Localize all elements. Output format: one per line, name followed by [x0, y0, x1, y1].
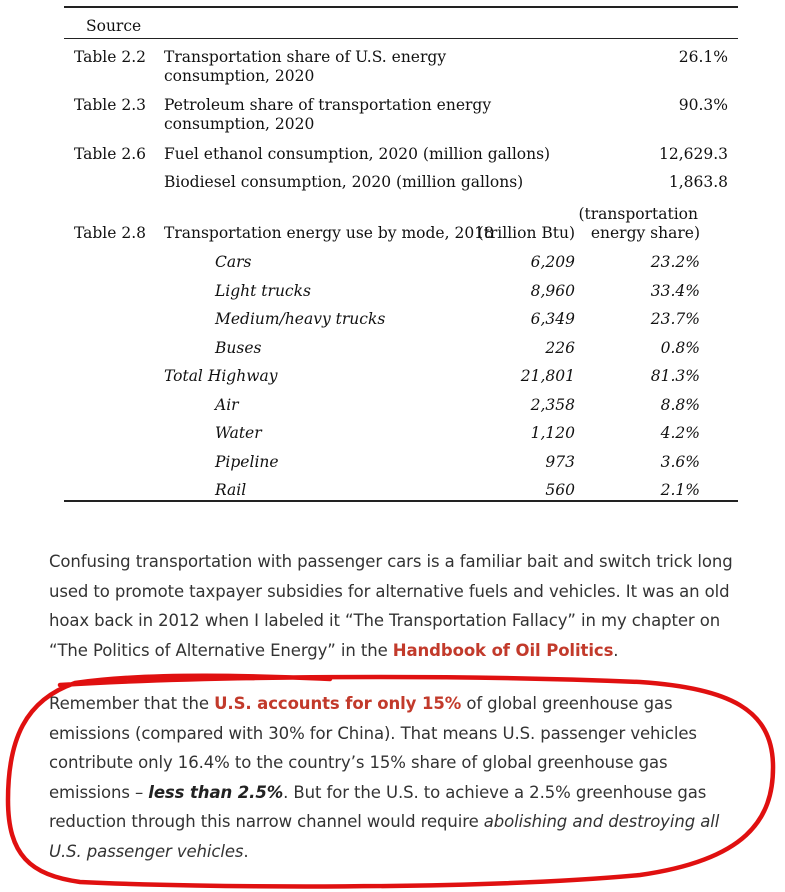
mode-btu-value: 6,209	[530, 253, 575, 271]
share-column-header: (transportation	[578, 205, 698, 223]
share-column-header-cont: energy share)	[590, 224, 700, 242]
mode-share-value: 81.3%	[650, 367, 700, 385]
paragraph-text: .	[613, 640, 619, 660]
mode-label: Rail	[215, 481, 247, 499]
mode-btu-value: 21,801	[520, 367, 575, 385]
mode-share-value: 2.1%	[660, 481, 700, 499]
mode-btu-value: 1,120	[530, 424, 575, 442]
paragraph-text: . But for the U.S. to achieve a 2.5% greenhouse gas reduction through this narrow channel would require	[49, 782, 707, 831]
row-description-cont: consumption, 2020	[164, 67, 315, 85]
mode-label: Light trucks	[215, 281, 311, 300]
row-description: Petroleum share of transportation energy	[164, 96, 492, 114]
paragraph-text: Remember that the	[49, 694, 215, 713]
row-value: 1,863.8	[668, 173, 728, 191]
row-description: Transportation share of U.S. energy	[164, 48, 447, 66]
mode-share-value: 33.4%	[650, 281, 700, 300]
mode-label: Air	[215, 395, 239, 414]
paragraph-emissions	[49, 689, 749, 866]
mode-share-value: 23.7%	[650, 310, 700, 328]
energy-data-table	[64, 6, 738, 502]
source-label: Table 2.3	[74, 96, 147, 114]
mode-label: Water	[215, 424, 262, 442]
row-description: Biodiesel consumption, 2020 (million gallons)	[164, 173, 524, 191]
row-value: 26.1%	[678, 48, 728, 66]
paragraph-text: Confusing transportation with passenger cars is a familiar bait and switch trick long used to promote taxpayer subsidies for alternative fuels and vehicles. It was an old hoax back in 2012 when I labeled it “The Transportation Fallacy” in my chapter on “The Politics of Alternative Energy” in the	[49, 552, 733, 660]
btu-column-header: (trillion Btu)	[477, 224, 575, 242]
source-label: Table 2.8	[74, 224, 147, 242]
mode-btu-value: 973	[545, 452, 575, 471]
source-header: Source	[86, 17, 142, 35]
mode-label: Medium/heavy trucks	[215, 310, 386, 328]
mode-btu-value: 6,349	[530, 310, 575, 328]
mode-label: Total Highway	[164, 367, 278, 385]
emphasis-abolishing: abolishing and destroying all U.S. passenger vehicles	[49, 812, 720, 861]
mode-share-value: 23.2%	[650, 253, 700, 271]
row-value: 12,629.3	[658, 145, 728, 163]
header-divider	[64, 38, 738, 39]
paragraph-text: .	[243, 841, 249, 861]
mode-label: Pipeline	[215, 452, 279, 471]
mode-share-value: 3.6%	[660, 452, 700, 471]
mode-share-value: 4.2%	[660, 424, 700, 442]
mode-share-value: 0.8%	[660, 338, 700, 357]
row-description: Fuel ethanol consumption, 2020 (million gallons)	[164, 145, 551, 163]
paragraph-transportation-fallacy	[49, 547, 749, 665]
mode-btu-value: 560	[545, 481, 575, 499]
mode-btu-value: 226	[545, 338, 575, 357]
source-label: Table 2.6	[74, 145, 147, 163]
us-emissions-share-link[interactable]: U.S. accounts for only 15%	[214, 694, 462, 713]
mode-label: Cars	[215, 253, 252, 271]
paragraph-text: of global greenhouse gas emissions (compared with 30% for China). That means U.S. passenger vehicles contribute only 16.4% to the country’s 15% share of global greenhouse gas emissions –	[49, 694, 697, 802]
emphasis-less-than: less than 2.5%	[148, 782, 284, 802]
modes-title: Transportation energy use by mode, 2018	[164, 224, 494, 242]
source-label: Table 2.2	[74, 48, 147, 66]
mode-btu-value: 2,358	[530, 395, 575, 414]
row-value: 90.3%	[678, 96, 728, 114]
mode-btu-value: 8,960	[530, 281, 575, 300]
handbook-of-oil-politics-link[interactable]: Handbook of Oil Politics	[392, 640, 614, 660]
mode-label: Buses	[215, 338, 262, 357]
mode-share-value: 8.8%	[660, 395, 700, 414]
row-description-cont: consumption, 2020	[164, 115, 315, 133]
